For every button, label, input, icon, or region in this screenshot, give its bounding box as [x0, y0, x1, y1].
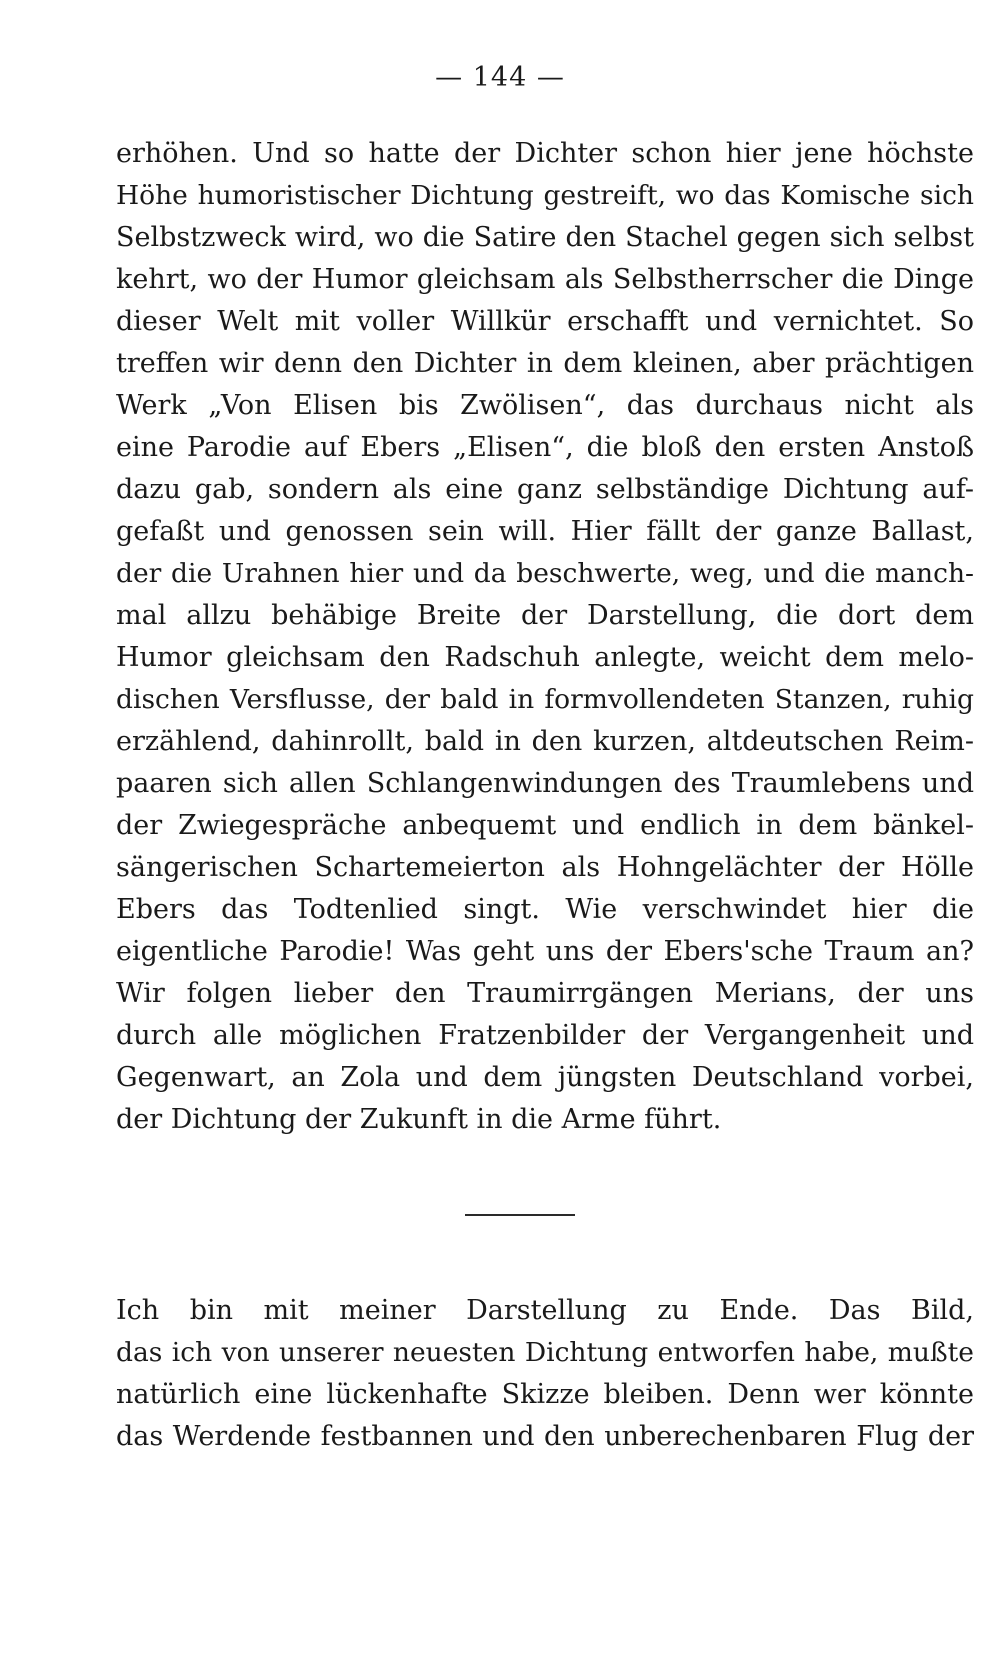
section-divider — [465, 1214, 575, 1216]
text-line: dazu gab, sondern als eine ganz selbständige Dichtung auf- — [116, 474, 974, 505]
text-line: Gegenwart, an Zola und dem jüngsten Deutschland vorbei, — [116, 1062, 974, 1093]
text-line: Selbstzweck wird, wo die Satire den Stachel gegen sich selbst — [116, 222, 974, 253]
text-line: dischen Versflusse, der bald in formvollendeten Stanzen, ruhig — [116, 684, 974, 715]
text-line: erzählend, dahinrollt, bald in den kurzen, altdeutschen Reim- — [116, 726, 974, 757]
text-line: der Zwiegespräche anbequemt und endlich in dem bänkel- — [116, 810, 974, 841]
text-line: eine Parodie auf Ebers „Elisen“, die bloß den ersten Anstoß — [116, 432, 974, 463]
text-line: durch alle möglichen Fratzenbilder der Vergangenheit und — [116, 1020, 974, 1051]
text-line: dieser Welt mit voller Willkür erschafft und vernichtet. So — [116, 306, 974, 337]
text-line: mal allzu behäbige Breite der Darstellung, die dort dem — [116, 600, 974, 631]
text-line: das ich von unserer neuesten Dichtung entworfen habe, mußte — [116, 1337, 974, 1368]
text-line: gefaßt und genossen sein will. Hier fällt der ganze Ballast, — [116, 516, 974, 547]
page-number: — 144 — — [435, 62, 565, 93]
text-line: Höhe humoristischer Dichtung gestreift, wo das Komische sich — [116, 180, 974, 211]
text-line: Wir folgen lieber den Traumirrgängen Merians, der uns — [116, 978, 974, 1009]
paragraph-1 — [116, 133, 974, 1141]
text-line: der die Urahnen hier und da beschwerte, weg, und die manch- — [116, 558, 974, 589]
text-line: Ebers das Todtenlied singt. Wie verschwindet hier die — [116, 894, 974, 925]
text-line: sängerischen Schartemeierton als Hohngelächter der Hölle — [116, 852, 974, 883]
text-line: treffen wir denn den Dichter in dem kleinen, aber prächtigen — [116, 348, 974, 379]
text-line: paaren sich allen Schlangenwindungen des Traumlebens und — [116, 768, 974, 799]
text-line: Werk „Von Elisen bis Zwölisen“, das durchaus nicht als — [116, 390, 974, 421]
text-line: eigentliche Parodie! Was geht uns der Ebers'sche Traum an? — [116, 936, 974, 967]
text-line: erhöhen. Und so hatte der Dichter schon hier jene höchste — [116, 138, 974, 169]
text-line: das Werdende festbannen und den unberechenbaren Flug der — [116, 1421, 974, 1452]
text-line: natürlich eine lückenhafte Skizze bleiben. Denn wer könnte — [116, 1379, 974, 1410]
text-line: kehrt, wo der Humor gleichsam als Selbstherrscher die Dinge — [116, 264, 974, 295]
paragraph-2 — [116, 1290, 974, 1458]
text-line: Humor gleichsam den Radschuh anlegte, weicht dem melo- — [116, 642, 974, 673]
text-line: der Dichtung der Zukunft in die Arme führt. — [116, 1104, 722, 1135]
text-line: Ich bin mit meiner Darstellung zu Ende. Das Bild, — [116, 1295, 974, 1326]
